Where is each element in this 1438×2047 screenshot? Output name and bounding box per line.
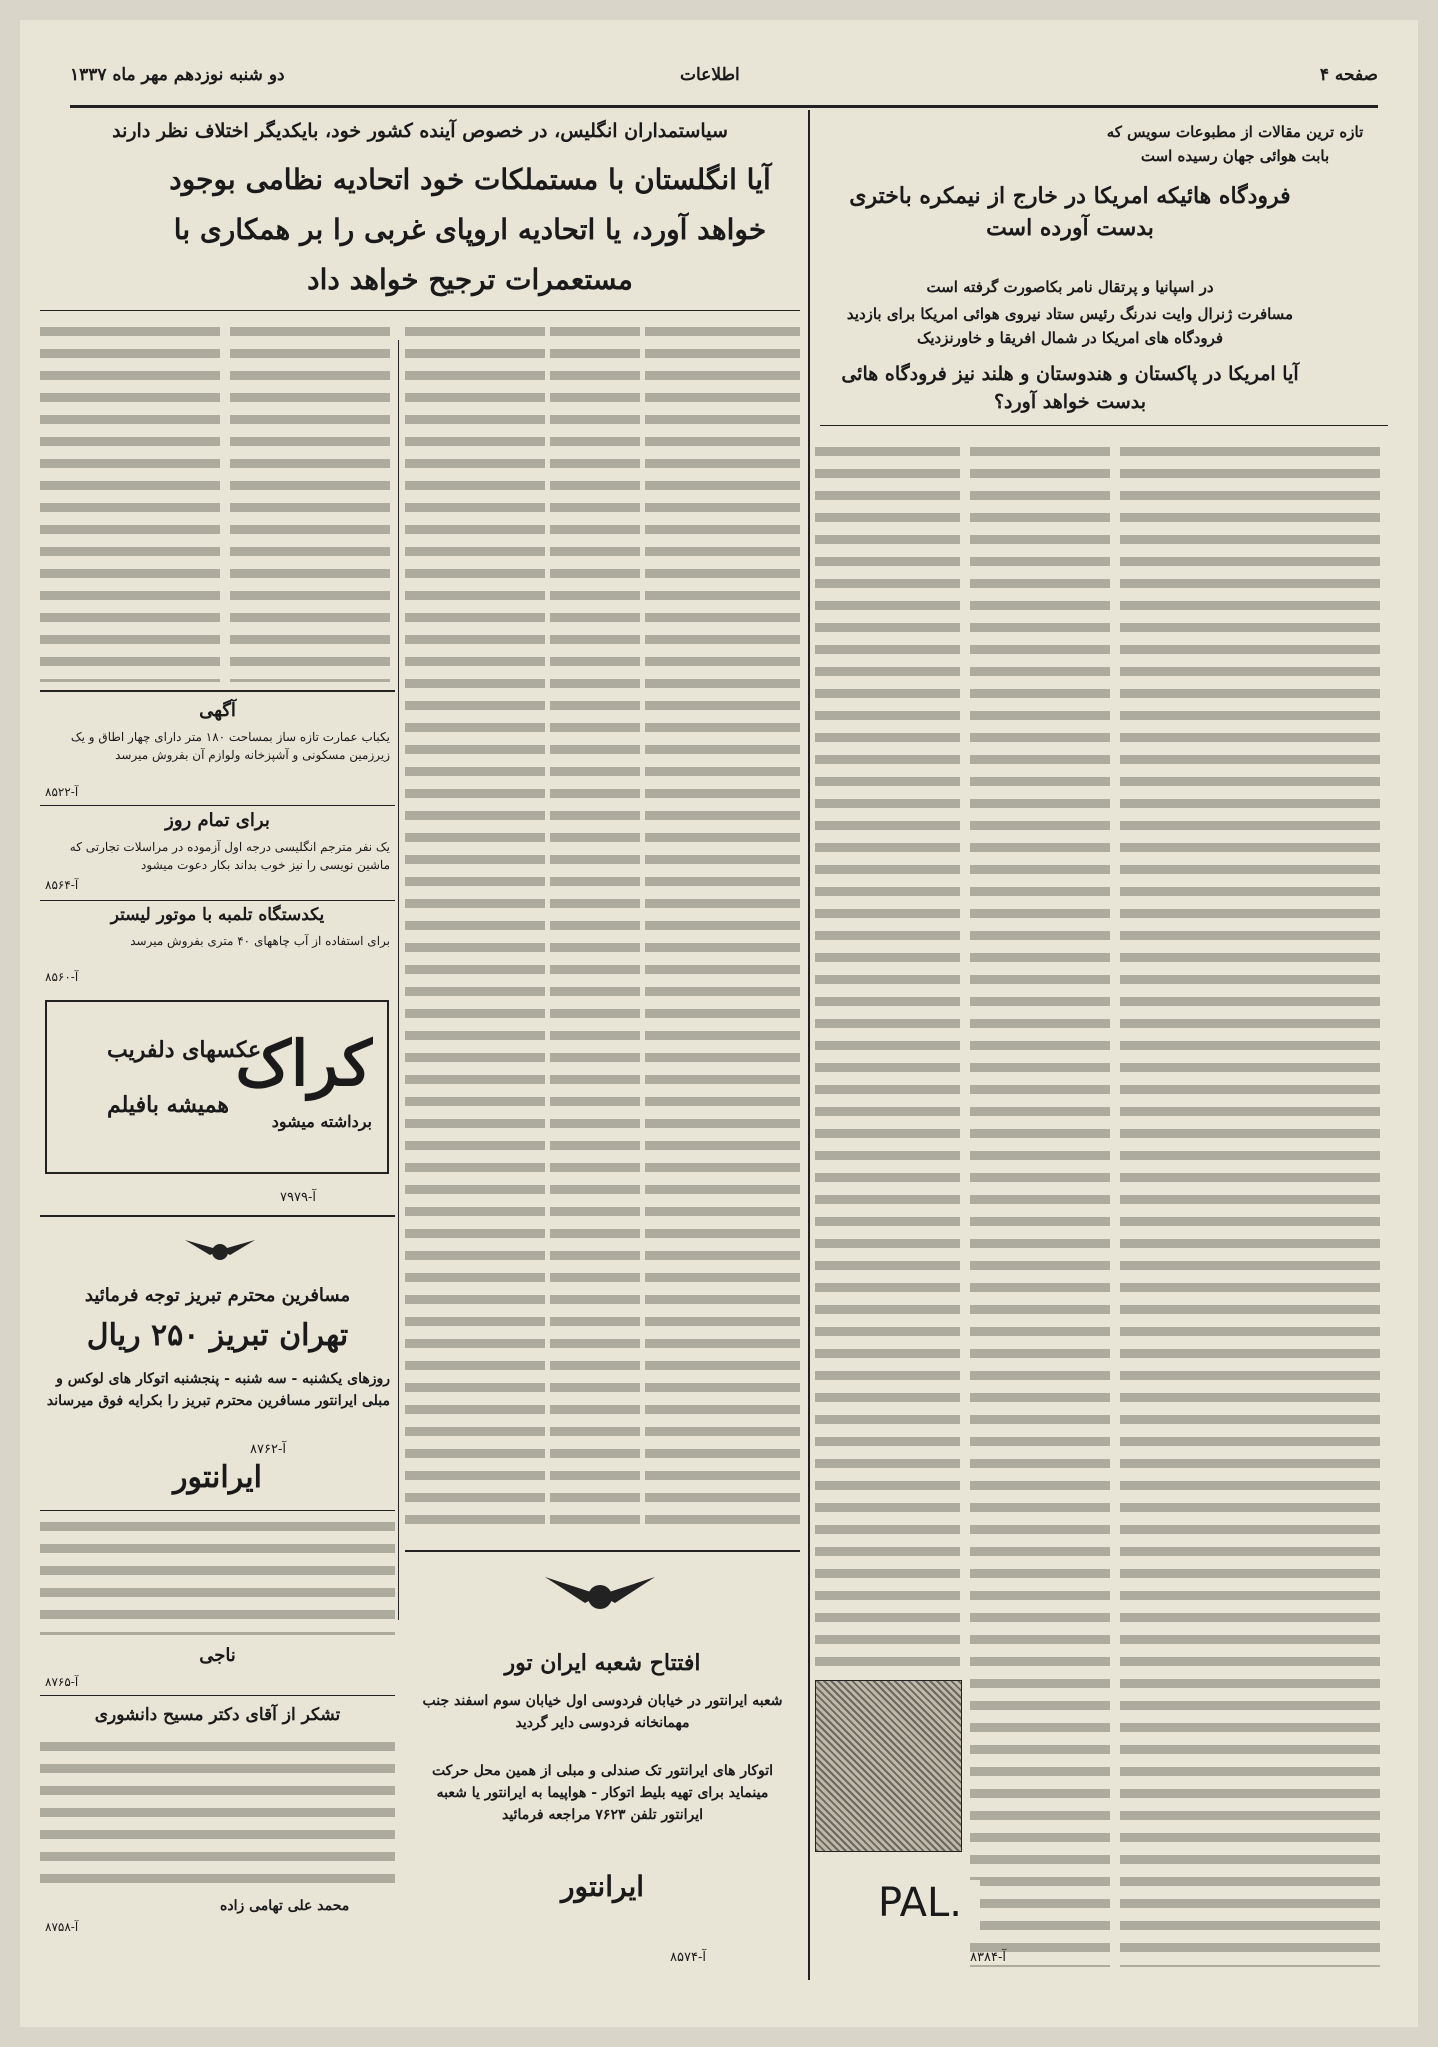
- rule: [40, 1215, 395, 1217]
- body-column: [815, 440, 960, 1667]
- ad-shobe-code: آ-۸۵۷۴: [670, 1950, 706, 1965]
- photo: [815, 1680, 962, 1852]
- issue-date: دو شنبه نوزدهم مهر ماه ۱۳۳۷: [70, 65, 285, 85]
- ad-shobe-brand: ایرانتور: [560, 1870, 645, 1903]
- ad-tamam-text: یک نفر مترجم انگلیسی درجه اول آزموده در مراسلات تجارتی که ماشین نویسی را نیز خوب بداند بکار دعوت میشود: [69, 840, 390, 872]
- ad-naji-body: [40, 1515, 395, 1635]
- ad-thanks-body: [40, 1735, 395, 1885]
- ad-agahi-text: یکباب عمارت تازه ساز بمساحت ۱۸۰ متر دارای چهار اطاق و یک زیرزمین مسکونی و آشپزخانه ولوازم آن بفروش میرسد: [70, 730, 390, 762]
- rule: [40, 805, 395, 806]
- ad-agahi-title: آگهی: [199, 700, 236, 721]
- ad-tabriz-price: تهران تبریز ۲۵۰ ریال: [86, 1318, 349, 1353]
- ad-thanks-title: تشکر از آقای دکتر مسیح دانشوری: [94, 1705, 341, 1725]
- krak-brand: کراک: [235, 1027, 372, 1100]
- body-column: [550, 320, 640, 1527]
- rule: [40, 310, 800, 311]
- ad-tabriz-text: روزهای یکشنبه - سه شنبه - پنجشنبه اتوکار های لوکس و مبلی ایرانتور مسافرین محترم تبریز را بکرایه فوق میرساند: [46, 1371, 390, 1409]
- ad-shobe-text2: اتوکار های ایرانتور تک صندلی و مبلی از همین محل حرکت مینماید برای تهیه بلیط اتوکار - هواپیما به ایرانتور یا شعبه ایرانتور تلفن ۷۶۲۳ مراجعه فرمائید: [431, 1763, 774, 1823]
- ad-motor-text: برای استفاده از آب چاههای ۴۰ متری بفروش میرسد: [130, 934, 390, 948]
- ad-agahi-code: آ-۸۵۲۲: [45, 785, 79, 799]
- newspaper-page: [20, 20, 1418, 2027]
- ad-tamam-title: برای تمام روز: [165, 810, 270, 831]
- right-sub1: در اسپانیا و پرتقال نامر بکاصورت گرفته است: [926, 278, 1214, 296]
- rule: [820, 425, 1388, 426]
- ad-tamam-code: آ-۸۵۶۴: [45, 878, 79, 892]
- page-number: صفحه ۴: [1319, 65, 1378, 85]
- ad-shobe-text1: شعبه ایرانتور در خیابان فردوسی اول خیابان سوم اسفند جنب مهمانخانه فردوسی دایر گردید: [422, 1693, 783, 1731]
- ad-thanks-name: محمد علی تهامی زاده: [220, 1898, 350, 1914]
- rule: [40, 1695, 395, 1696]
- wing-logo: [180, 1230, 260, 1270]
- right-sub2: مسافرت ژنرال وایت ندرنگ رئیس ستاد نیروی هوائی امریکا برای بازدید فرودگاه های امریکا در شمال افریقا و خاورنزدیک: [846, 305, 1294, 347]
- ad-motor-title: یکدستگاه تلمبه با موتور لیستر: [110, 905, 325, 925]
- body-column: [645, 320, 800, 1527]
- body-column: [230, 320, 390, 682]
- ad-tabriz-title: مسافرین محترم تبریز توجه فرمائید: [84, 1285, 351, 1306]
- left-headline: آیا انگلستان با مستملکات خود اتحادیه نظامی بوجود خواهد آورد، یا اتحادیه اروپای غربی را بر همکاری با مستعمرات ترجیح خواهد داد: [169, 163, 771, 296]
- pal-logo: PAL.: [860, 1880, 980, 1940]
- body-column: [970, 440, 1110, 1967]
- rule: [40, 900, 395, 901]
- rule: [405, 1550, 800, 1552]
- body-column: [405, 320, 545, 1527]
- right-sub3: آیا امریکا در پاکستان و هندوستان و هلند نیز فرودگاه هائی بدست خواهد آورد؟: [841, 363, 1299, 413]
- krak-ad: [45, 1000, 389, 1174]
- krak-code: آ-۷۹۷۹: [280, 1190, 316, 1205]
- krak-line1: عکسهای دلفریب: [107, 1037, 262, 1063]
- left-kicker: سیاستمداران انگلیس، در خصوص آینده کشور خود، بایکدیگر اختلاف نظر دارند: [112, 120, 728, 142]
- right-kicker: تازه ترین مقالات از مطبوعات سویس که بابت هوائی جهان رسیده است: [1106, 123, 1364, 165]
- krak-line3: برداشته میشود: [271, 1112, 372, 1131]
- ad-tabriz-brand: ایرانتور: [173, 1460, 262, 1495]
- pal-code: آ-۸۳۸۴: [970, 1950, 1006, 1965]
- krak-line2: همیشه بافیلم: [107, 1092, 229, 1118]
- rule: [40, 1510, 395, 1511]
- ad-tabriz-code: آ-۸۷۶۲: [250, 1442, 286, 1457]
- ad-naji-name: ناجی: [199, 1645, 236, 1666]
- body-column: [40, 320, 220, 682]
- ad-thanks-code: آ-۸۷۵۸: [45, 1920, 79, 1934]
- wing-logo-large: [540, 1565, 660, 1625]
- ad-shobe-title: افتتاح شعبه ایران تور: [504, 1650, 701, 1676]
- ad-motor-code: آ-۸۵۶۰: [45, 970, 79, 984]
- ad-naji-code: آ-۸۷۶۵: [45, 1675, 79, 1689]
- rule: [40, 690, 395, 692]
- col-divider: [398, 340, 399, 1620]
- body-column: [1120, 440, 1380, 1967]
- top-rule: [70, 105, 1378, 108]
- right-headline: فرودگاه هائیکه امریکا در خارج از نیمکره باختری بدست آورده است: [849, 183, 1291, 241]
- col-divider: [808, 110, 810, 1980]
- paper-name: اطلاعات: [680, 65, 740, 85]
